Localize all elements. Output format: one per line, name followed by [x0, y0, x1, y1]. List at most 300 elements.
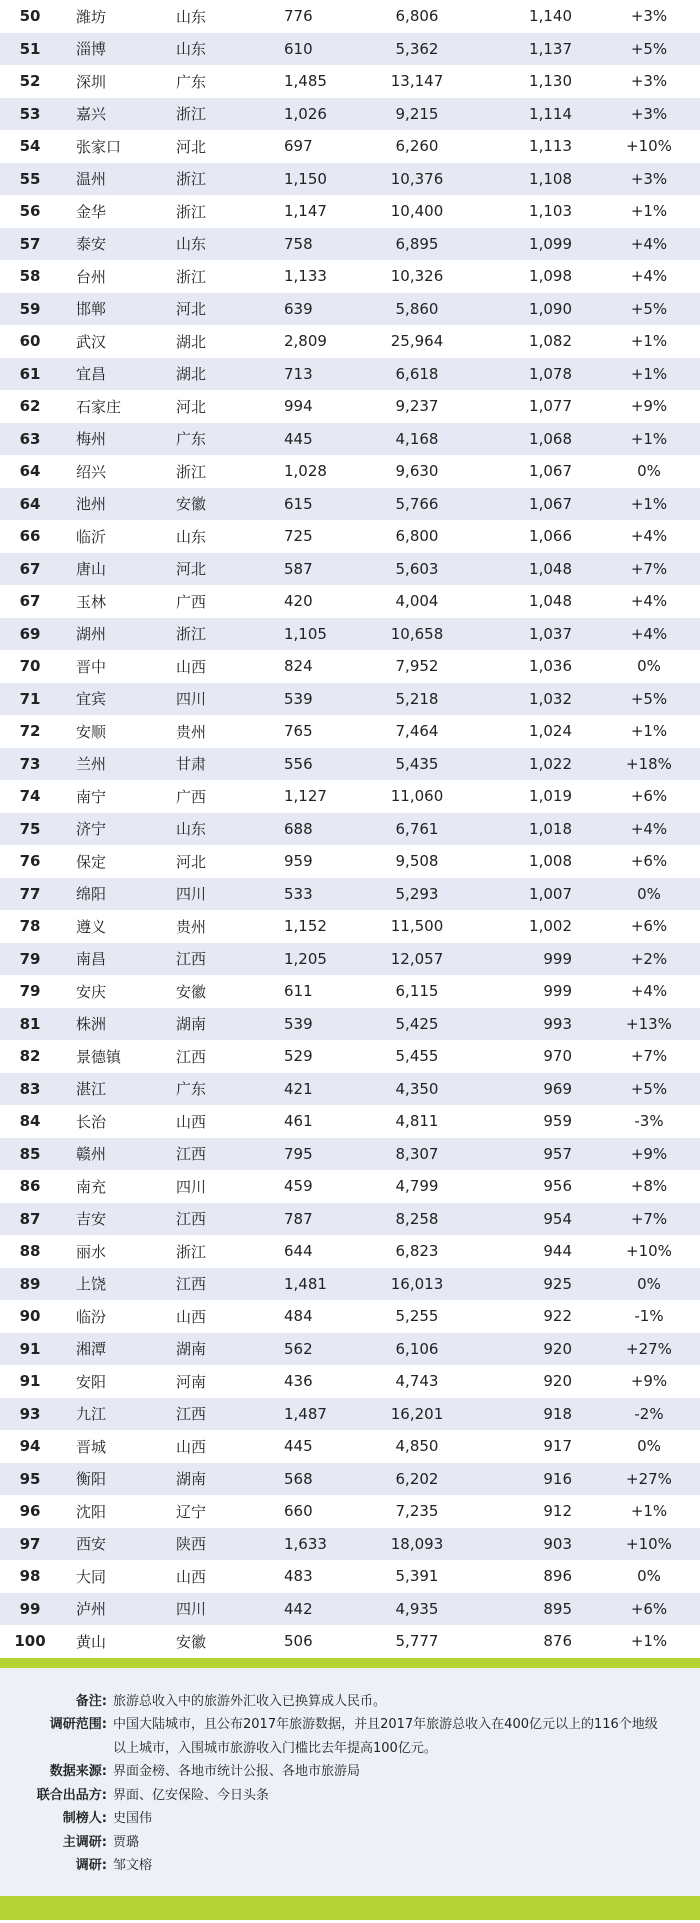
growth-cell: -2% — [634, 1404, 664, 1423]
value-cell-2: 10,400 — [390, 202, 444, 221]
rank-cell: 60 — [19, 332, 41, 351]
table-row — [0, 33, 700, 66]
growth-cell: +1% — [630, 494, 668, 513]
value-cell-2: 16,013 — [390, 1274, 444, 1293]
city-cell: 宜宾 — [76, 690, 107, 709]
city-cell: 金华 — [76, 202, 107, 221]
rank-cell: 69 — [19, 624, 41, 643]
city-cell: 衡阳 — [76, 1470, 107, 1489]
growth-cell: +9% — [630, 1372, 668, 1391]
table-row — [0, 488, 700, 521]
value-cell-3: 1,018 — [529, 819, 572, 838]
city-cell: 遵义 — [76, 917, 107, 936]
growth-cell: +3% — [630, 7, 668, 26]
note-line — [0, 1784, 700, 1808]
value-cell-1: 1,133 — [284, 267, 327, 286]
table-row — [0, 1268, 700, 1301]
value-cell-1: 484 — [284, 1307, 313, 1326]
rank-cell: 89 — [19, 1274, 41, 1293]
rank-cell: 95 — [19, 1469, 41, 1488]
rank-cell: 64 — [19, 462, 41, 481]
rank-cell: 75 — [19, 819, 41, 838]
rank-cell: 79 — [19, 949, 41, 968]
note-label: 备注: — [75, 1693, 107, 1709]
growth-cell: 0% — [637, 462, 661, 481]
province-cell: 山西 — [176, 657, 207, 676]
province-cell: 贵州 — [176, 722, 207, 741]
province-cell: 安徽 — [176, 1632, 207, 1651]
value-cell-1: 1,633 — [284, 1534, 327, 1553]
value-cell-2: 5,603 — [395, 559, 439, 578]
growth-cell: +7% — [630, 1209, 668, 1228]
value-cell-2: 6,618 — [395, 364, 439, 383]
value-cell-3: 957 — [543, 1144, 572, 1163]
value-cell-2: 5,860 — [395, 299, 439, 318]
city-cell: 台州 — [76, 267, 107, 286]
value-cell-1: 615 — [284, 494, 313, 513]
value-cell-1: 611 — [284, 982, 313, 1001]
province-cell: 广东 — [176, 430, 207, 449]
rank-cell: 73 — [19, 754, 41, 773]
rank-cell: 55 — [19, 169, 41, 188]
note-label: 主调研: — [62, 1834, 107, 1850]
province-cell: 浙江 — [176, 462, 207, 481]
value-cell-1: 697 — [284, 137, 313, 156]
table-row — [0, 423, 700, 456]
table-row — [0, 1008, 700, 1041]
province-cell: 四川 — [176, 1177, 207, 1196]
value-cell-2: 6,202 — [395, 1469, 439, 1488]
table-row — [0, 1365, 700, 1398]
province-cell: 山东 — [176, 527, 207, 546]
value-cell-3: 1,007 — [529, 884, 572, 903]
growth-cell: +3% — [630, 104, 668, 123]
value-cell-2: 4,935 — [395, 1599, 439, 1618]
province-cell: 江西 — [176, 1275, 207, 1294]
growth-cell: +4% — [630, 592, 668, 611]
table-row — [0, 65, 700, 98]
value-cell-1: 758 — [284, 234, 313, 253]
value-cell-2: 5,362 — [395, 39, 439, 58]
growth-cell: +5% — [630, 39, 668, 58]
value-cell-2: 5,293 — [395, 884, 439, 903]
value-cell-2: 7,464 — [395, 722, 439, 741]
value-cell-2: 6,806 — [395, 7, 439, 26]
note-label: 数据来源: — [49, 1764, 107, 1779]
growth-cell: +1% — [630, 1632, 668, 1651]
city-cell: 玉林 — [76, 592, 107, 611]
province-cell: 浙江 — [176, 625, 207, 644]
province-cell: 广西 — [176, 787, 207, 806]
city-cell: 湖州 — [76, 625, 107, 644]
value-cell-3: 1,036 — [529, 657, 572, 676]
value-cell-1: 725 — [284, 527, 313, 546]
value-cell-1: 1,205 — [284, 949, 327, 968]
growth-cell: +27% — [626, 1339, 672, 1358]
rank-cell: 84 — [19, 1112, 41, 1131]
value-cell-3: 1,090 — [529, 299, 572, 318]
city-cell: 吉安 — [76, 1210, 107, 1229]
value-cell-1: 776 — [284, 7, 313, 26]
rank-cell: 86 — [19, 1177, 41, 1196]
value-cell-2: 5,391 — [395, 1567, 439, 1586]
value-cell-2: 6,260 — [395, 137, 439, 156]
value-cell-3: 1,113 — [529, 137, 572, 156]
growth-cell: +7% — [630, 559, 668, 578]
province-cell: 安徽 — [176, 982, 207, 1001]
table-row — [0, 0, 700, 33]
note-line — [0, 1807, 700, 1831]
note-text: 中国大陆城市，且公布2017年旅游数据，并且2017年旅游总收入在400亿元以上的116个地级 — [113, 1717, 658, 1732]
value-cell-3: 1,082 — [529, 332, 572, 351]
value-cell-1: 1,487 — [284, 1404, 327, 1423]
value-cell-3: 1,008 — [529, 852, 572, 871]
value-cell-2: 13,147 — [390, 72, 444, 91]
city-cell: 湘潭 — [76, 1340, 107, 1359]
value-cell-3: 925 — [543, 1274, 572, 1293]
growth-cell: +27% — [626, 1469, 672, 1488]
growth-cell: +10% — [626, 137, 672, 156]
value-cell-3: 993 — [543, 1014, 572, 1033]
growth-cell: +1% — [630, 202, 668, 221]
value-cell-1: 688 — [284, 819, 313, 838]
city-cell: 邯郸 — [76, 300, 107, 319]
province-cell: 江西 — [176, 1210, 207, 1229]
province-cell: 湖北 — [176, 332, 207, 351]
value-cell-2: 9,237 — [395, 397, 439, 416]
rank-cell: 93 — [19, 1404, 41, 1423]
city-cell: 沈阳 — [76, 1502, 107, 1521]
note-text: 史国伟 — [113, 1811, 153, 1826]
value-cell-2: 5,455 — [395, 1047, 439, 1066]
value-cell-2: 9,508 — [395, 852, 439, 871]
value-cell-2: 8,307 — [395, 1144, 439, 1163]
value-cell-1: 539 — [284, 689, 313, 708]
rank-cell: 91 — [19, 1339, 41, 1358]
value-cell-1: 1,105 — [284, 624, 327, 643]
table-row — [0, 943, 700, 976]
value-cell-2: 4,350 — [395, 1079, 439, 1098]
rank-cell: 76 — [19, 852, 41, 871]
value-cell-2: 10,376 — [390, 169, 444, 188]
city-cell: 绵阳 — [76, 885, 107, 904]
table-row — [0, 878, 700, 911]
table-row — [0, 130, 700, 163]
value-cell-2: 9,630 — [395, 462, 439, 481]
rank-cell: 56 — [19, 202, 41, 221]
value-cell-3: 1,037 — [529, 624, 572, 643]
value-cell-3: 954 — [543, 1209, 572, 1228]
value-cell-3: 917 — [543, 1437, 572, 1456]
table-row — [0, 650, 700, 683]
province-cell: 浙江 — [176, 170, 207, 189]
city-cell: 临沂 — [76, 527, 107, 546]
city-cell: 深圳 — [76, 72, 107, 91]
city-cell: 南宁 — [76, 787, 107, 806]
city-cell: 兰州 — [76, 755, 107, 774]
city-cell: 泰安 — [76, 235, 107, 254]
value-cell-2: 18,093 — [390, 1534, 444, 1553]
note-text: 旅游总收入中的旅游外汇收入已换算成人民币。 — [113, 1693, 387, 1709]
province-cell: 广东 — [176, 1080, 207, 1099]
value-cell-3: 920 — [543, 1372, 572, 1391]
rank-cell: 71 — [19, 689, 41, 708]
province-cell: 河北 — [176, 300, 207, 319]
value-cell-3: 1,137 — [529, 39, 572, 58]
table-row — [0, 1625, 700, 1658]
value-cell-1: 421 — [284, 1079, 313, 1098]
value-cell-2: 5,777 — [395, 1632, 439, 1651]
table-row — [0, 195, 700, 228]
city-cell: 长治 — [76, 1112, 107, 1131]
province-cell: 山西 — [176, 1307, 207, 1326]
city-cell: 济宁 — [76, 820, 107, 839]
value-cell-1: 587 — [284, 559, 313, 578]
value-cell-2: 5,766 — [395, 494, 439, 513]
note-line — [0, 1854, 700, 1878]
rank-cell: 88 — [19, 1242, 41, 1261]
growth-cell: +3% — [630, 169, 668, 188]
city-cell: 临汾 — [76, 1307, 107, 1326]
table-row — [0, 1430, 700, 1463]
rank-cell: 83 — [19, 1079, 41, 1098]
value-cell-2: 4,004 — [395, 592, 439, 611]
table-row — [0, 293, 700, 326]
growth-cell: +13% — [626, 1014, 672, 1033]
value-cell-3: 1,098 — [529, 267, 572, 286]
growth-cell: +6% — [630, 917, 668, 936]
note-label — [0, 1737, 113, 1761]
table-row — [0, 618, 700, 651]
note-line — [0, 1760, 700, 1784]
city-cell: 南昌 — [76, 950, 107, 969]
table-row — [0, 1300, 700, 1333]
value-cell-2: 11,060 — [390, 787, 444, 806]
value-cell-2: 6,106 — [395, 1339, 439, 1358]
value-cell-1: 765 — [284, 722, 313, 741]
table-row — [0, 455, 700, 488]
table-row — [0, 260, 700, 293]
city-cell: 安顺 — [76, 722, 107, 741]
rank-cell: 79 — [19, 982, 41, 1001]
city-cell: 温州 — [76, 170, 107, 189]
value-cell-3: 969 — [543, 1079, 572, 1098]
province-cell: 河南 — [176, 1372, 207, 1391]
value-cell-3: 1,002 — [529, 917, 572, 936]
value-cell-1: 660 — [284, 1502, 313, 1521]
province-cell: 河北 — [176, 397, 207, 416]
table-row — [0, 910, 700, 943]
value-cell-2: 4,850 — [395, 1437, 439, 1456]
table-row — [0, 520, 700, 553]
rank-cell: 94 — [19, 1437, 41, 1456]
rank-cell: 90 — [19, 1307, 41, 1326]
province-cell: 甘肃 — [176, 755, 207, 774]
value-cell-1: 445 — [284, 1437, 313, 1456]
growth-cell: +10% — [626, 1242, 672, 1261]
note-label: 调研: — [75, 1858, 107, 1873]
value-cell-1: 994 — [284, 397, 313, 416]
value-cell-2: 10,326 — [390, 267, 444, 286]
province-cell: 江西 — [176, 1047, 207, 1066]
table-row — [0, 748, 700, 781]
city-cell: 黄山 — [76, 1632, 107, 1651]
value-cell-3: 1,099 — [529, 234, 572, 253]
value-cell-3: 956 — [543, 1177, 572, 1196]
growth-cell: -1% — [634, 1307, 664, 1326]
note-line — [0, 1690, 700, 1714]
table-row — [0, 1398, 700, 1431]
notes-section — [0, 1668, 700, 1896]
note-text: 界面、亿安保险、今日头条 — [113, 1787, 270, 1803]
value-cell-2: 4,811 — [395, 1112, 439, 1131]
growth-cell: 0% — [637, 884, 661, 903]
province-cell: 山东 — [176, 820, 207, 839]
growth-cell: +1% — [630, 1502, 668, 1521]
growth-cell: 0% — [637, 1567, 661, 1586]
value-cell-1: 436 — [284, 1372, 313, 1391]
province-cell: 江西 — [176, 1145, 207, 1164]
value-cell-1: 713 — [284, 364, 313, 383]
value-cell-2: 5,435 — [395, 754, 439, 773]
province-cell: 广东 — [176, 72, 207, 91]
value-cell-1: 824 — [284, 657, 313, 676]
table-row — [0, 1528, 700, 1561]
value-cell-3: 903 — [543, 1534, 572, 1553]
table-row — [0, 1560, 700, 1593]
rank-cell: 97 — [19, 1534, 41, 1553]
growth-cell: +6% — [630, 852, 668, 871]
province-cell: 山东 — [176, 235, 207, 254]
value-cell-3: 895 — [543, 1599, 572, 1618]
value-cell-2: 11,500 — [390, 917, 444, 936]
rank-cell: 50 — [19, 7, 41, 26]
city-cell: 大同 — [76, 1567, 107, 1586]
value-cell-3: 999 — [543, 949, 572, 968]
rank-cell: 67 — [19, 559, 41, 578]
note-text: 以上城市，入围城市旅游收入门槛比去年提高100亿元。 — [113, 1740, 437, 1756]
value-cell-1: 483 — [284, 1567, 313, 1586]
value-cell-2: 9,215 — [395, 104, 439, 123]
value-cell-1: 1,026 — [284, 104, 327, 123]
note-label: 制榜人: — [62, 1811, 107, 1826]
rank-cell: 77 — [19, 884, 41, 903]
value-cell-1: 2,809 — [284, 332, 327, 351]
table-row — [0, 683, 700, 716]
table-row — [0, 845, 700, 878]
value-cell-1: 556 — [284, 754, 313, 773]
value-cell-2: 5,218 — [395, 689, 439, 708]
growth-cell: +2% — [630, 949, 668, 968]
value-cell-1: 1,147 — [284, 202, 327, 221]
growth-cell: +1% — [630, 364, 668, 383]
table-row — [0, 1495, 700, 1528]
table-row — [0, 1203, 700, 1236]
value-cell-2: 5,255 — [395, 1307, 439, 1326]
province-cell: 四川 — [176, 1600, 207, 1619]
value-cell-1: 1,481 — [284, 1274, 327, 1293]
rank-cell: 82 — [19, 1047, 41, 1066]
table-row — [0, 585, 700, 618]
value-cell-3: 1,077 — [529, 397, 572, 416]
growth-cell: +4% — [630, 819, 668, 838]
value-cell-3: 876 — [543, 1632, 572, 1651]
province-cell: 辽宁 — [176, 1502, 207, 1521]
rank-cell: 61 — [19, 364, 41, 383]
value-cell-3: 944 — [543, 1242, 572, 1261]
value-cell-3: 920 — [543, 1339, 572, 1358]
value-cell-1: 442 — [284, 1599, 313, 1618]
table-row — [0, 358, 700, 391]
growth-cell: +6% — [630, 787, 668, 806]
rank-cell: 78 — [19, 917, 41, 936]
rank-cell: 64 — [19, 494, 41, 513]
rank-cell: 63 — [19, 429, 41, 448]
table-row — [0, 325, 700, 358]
city-cell: 绍兴 — [76, 462, 107, 481]
province-cell: 山西 — [176, 1112, 207, 1131]
table-row — [0, 813, 700, 846]
rank-cell: 67 — [19, 592, 41, 611]
growth-cell: +9% — [630, 1144, 668, 1163]
value-cell-1: 1,028 — [284, 462, 327, 481]
growth-cell: +5% — [630, 689, 668, 708]
value-cell-2: 4,743 — [395, 1372, 439, 1391]
growth-cell: +4% — [630, 624, 668, 643]
rank-cell: 98 — [19, 1567, 41, 1586]
value-cell-1: 568 — [284, 1469, 313, 1488]
bottom-green-bar — [0, 1896, 700, 1920]
note-line — [0, 1713, 700, 1737]
province-cell: 山东 — [176, 7, 207, 26]
growth-cell: +8% — [630, 1177, 668, 1196]
province-cell: 贵州 — [176, 917, 207, 936]
city-cell: 宜昌 — [76, 365, 107, 384]
city-cell: 湛江 — [76, 1080, 107, 1099]
value-cell-2: 12,057 — [390, 949, 444, 968]
value-cell-3: 912 — [543, 1502, 572, 1521]
province-cell: 河北 — [176, 137, 207, 156]
city-cell: 潍坊 — [76, 7, 107, 26]
table-row — [0, 1040, 700, 1073]
value-cell-3: 1,078 — [529, 364, 572, 383]
city-cell: 丽水 — [76, 1242, 107, 1261]
rank-cell: 99 — [19, 1599, 41, 1618]
province-cell: 湖北 — [176, 365, 207, 384]
table-row — [0, 1333, 700, 1366]
rank-cell: 51 — [19, 39, 41, 58]
value-cell-1: 1,127 — [284, 787, 327, 806]
city-cell: 安阳 — [76, 1372, 107, 1391]
city-cell: 嘉兴 — [76, 105, 107, 124]
value-cell-3: 1,048 — [529, 592, 572, 611]
city-cell: 保定 — [76, 852, 107, 871]
growth-cell: 0% — [637, 1274, 661, 1293]
growth-cell: +5% — [630, 1079, 668, 1098]
rank-cell: 53 — [19, 104, 41, 123]
value-cell-3: 1,022 — [529, 754, 572, 773]
province-cell: 四川 — [176, 690, 207, 709]
city-cell: 淄博 — [76, 40, 107, 59]
city-cell: 晋城 — [76, 1437, 107, 1456]
rank-cell: 91 — [19, 1372, 41, 1391]
value-cell-2: 10,658 — [390, 624, 444, 643]
value-cell-3: 916 — [543, 1469, 572, 1488]
value-cell-1: 787 — [284, 1209, 313, 1228]
city-cell: 株洲 — [76, 1015, 107, 1034]
rank-cell: 87 — [19, 1209, 41, 1228]
rank-cell: 70 — [19, 657, 41, 676]
